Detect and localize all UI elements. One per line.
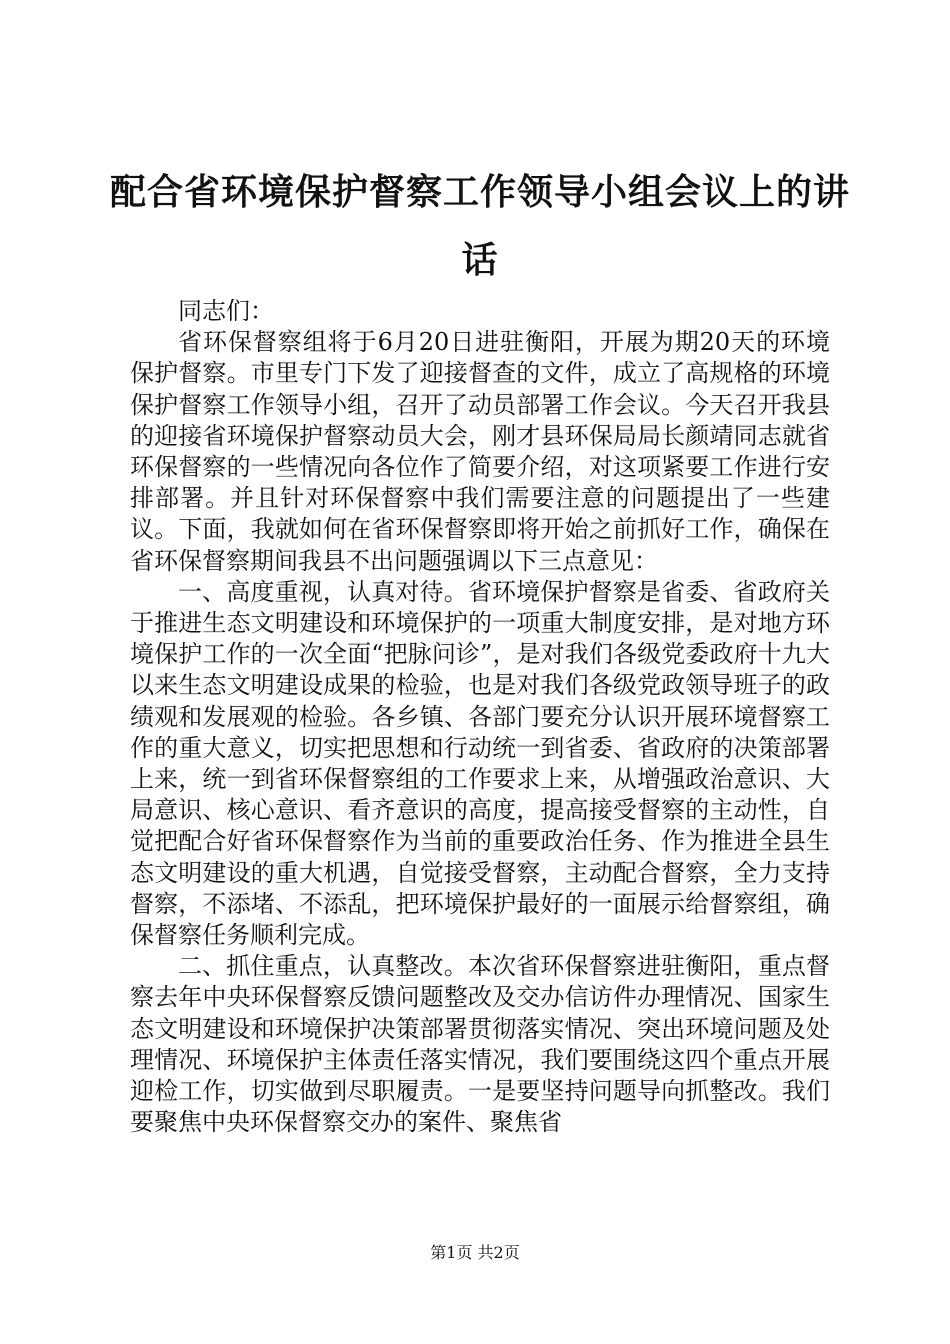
paragraph-point-one: 一、高度重视，认真对待。省环境保护督察是省委、省政府关于推进生态文明建设和环境保护的一项重大制度安排，是对地方环境保护工作的一次全面“把脉问诊”，是对我们各级党委政府十九大以来生态文明建设成果的检验，也是对我们各级党政领导班子的政绩观和发展观的检验。各乡镇、各部门要充分认识开展环境督察工作的重大意义，切实把思想和行动统一到省委、省政府的决策部署上来，统一到省环保督察组的工作要求上来，从增强政治意识、大局意识、核心意识、看齐意识的高度，提高接受督察的主动性，自觉把配合好省环保督察作为当前的重要政治任务、作为推进全县生态文明建设的重大机遇，自觉接受督察，主动配合督察，全力支持督察，不添堵、不添乱，把环境保护最好的一面展示给督察组，确保督察任务顺利完成。 <box>130 577 830 950</box>
salutation: 同志们： <box>178 297 274 325</box>
paragraph-intro: 省环保督察组将于6月20日进驻衡阳，开展为期20天的环境保护督察。市里专门下发了迎接督查的文件，成立了高规格的环境保护督察工作领导小组，召开了动员部署工作会议。今天召开我县的迎接省环境保护督察动员大会，刚才县环保局局长颜靖同志就省环保督察的一些情况向各位作了简要介绍，对这项紧要工作进行安排部署。并且针对环保督察中我们需要注意的问题提出了一些建议。下面，我就如何在省环保督察即将开始之前抓好工作，确保在省环保督察期间我县不出问题强调以下三点意见： <box>130 328 830 575</box>
page-number: 第1页 共2页 <box>430 1243 520 1262</box>
document-body <box>130 296 830 1138</box>
document-title: 配合省环境保护督察工作领导小组会议上的讲话 <box>110 171 851 281</box>
paragraph-point-two: 二、抓住重点，认真整改。本次省环保督察进驻衡阳，重点督察去年中央环保督察反馈问题整改及交办信访件办理情况、国家生态文明建设和环境保护决策部署贯彻落实情况、突出环境问题及处理情况、环境保护主体责任落实情况，我们要围绕这四个重点开展迎检工作，切实做到尽职履责。一是要坚持问题导向抓整改。我们要聚焦中央环保督察交办的案件、聚焦省 <box>130 952 830 1137</box>
